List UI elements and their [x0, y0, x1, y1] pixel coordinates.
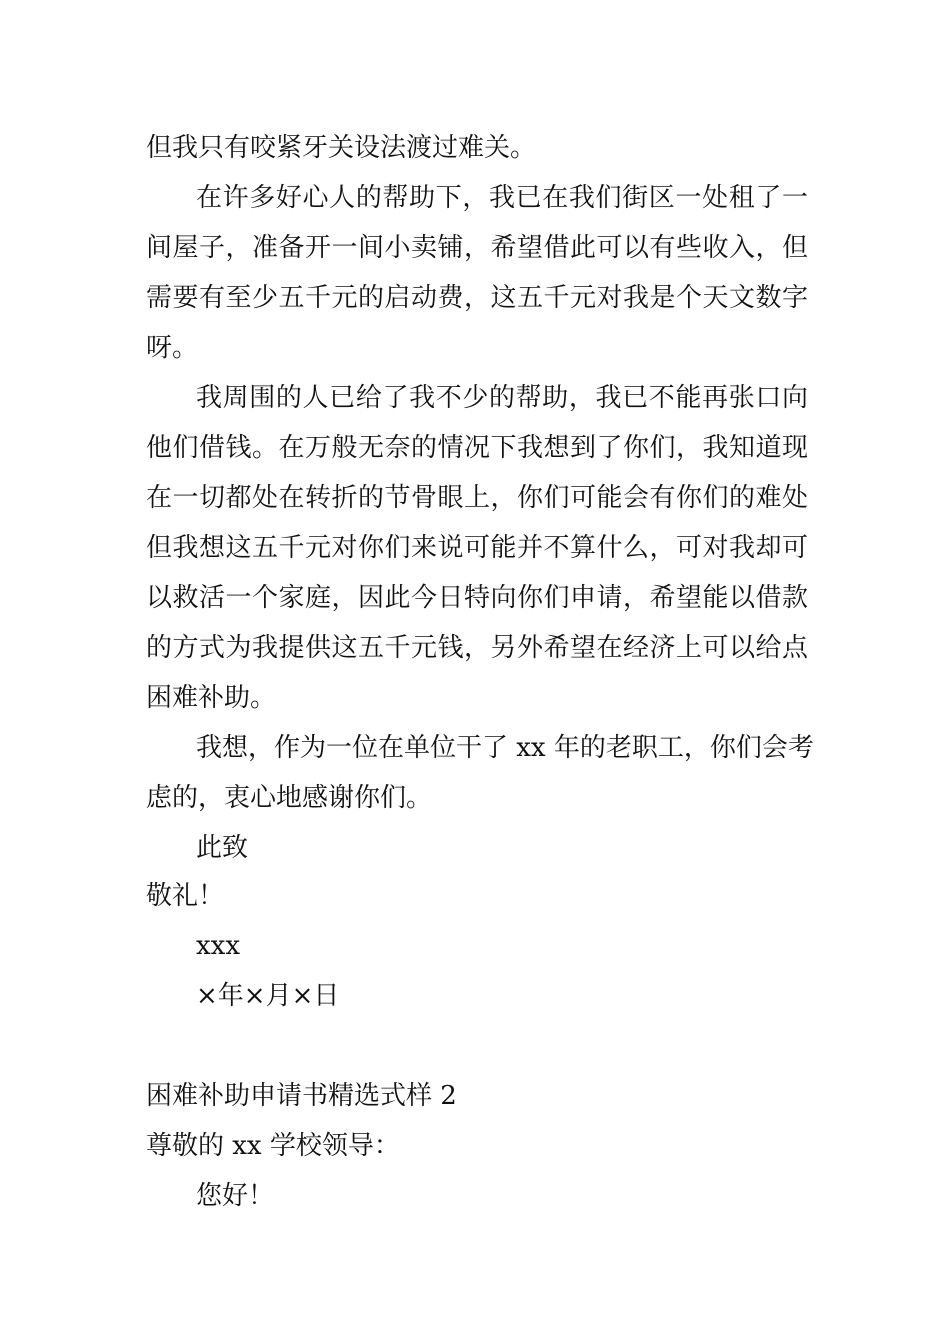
paragraph-line: 在许多好心人的帮助下，我已在我们街区一处租了一 — [196, 183, 808, 213]
paragraph-line: 他们借钱。在万般无奈的情况下我想到了你们，我知道现 — [146, 433, 808, 463]
paragraph-line: 我周围的人已给了我不少的帮助，我已不能再张口向 — [196, 383, 808, 413]
paragraph-line: 的方式为我提供这五千元钱，另外希望在经济上可以给点 — [146, 633, 808, 663]
paragraph-line: 但我想这五千元对你们来说可能并不算什么，可对我却可 — [146, 533, 808, 563]
letter-greeting: 尊敬的 xx 学校领导： — [146, 1131, 400, 1161]
paragraph-line: 虑的，衷心地感谢你们。 — [146, 783, 433, 813]
paragraph-line: 我想，作为一位在单位干了 xx 年的老职工，你们会考 — [196, 733, 814, 763]
letter-opening: 您好！ — [196, 1181, 275, 1211]
signature-name: xxx — [196, 931, 240, 961]
salutation-line: 敬礼！ — [146, 881, 225, 911]
paragraph-line: 呀。 — [146, 333, 199, 363]
section-title: 困难补助申请书精选式样 2 — [146, 1081, 457, 1111]
paragraph-line: 需要有至少五千元的启动费，这五千元对我是个天文数字 — [146, 283, 808, 313]
paragraph-line: 在一切都处在转折的节骨眼上，你们可能会有你们的难处 — [146, 483, 808, 513]
closing-line: 此致 — [196, 833, 249, 863]
paragraph-line: 但我只有咬紧牙关设法渡过难关。 — [146, 133, 537, 163]
paragraph-line: 间屋子，准备开一间小卖铺，希望借此可以有些收入，但 — [146, 233, 808, 263]
signature-date: ×年×月×日 — [196, 981, 340, 1011]
paragraph-line: 以救活一个家庭，因此今日特向你们申请，希望能以借款 — [146, 583, 808, 613]
paragraph-line: 困难补助。 — [146, 683, 277, 713]
